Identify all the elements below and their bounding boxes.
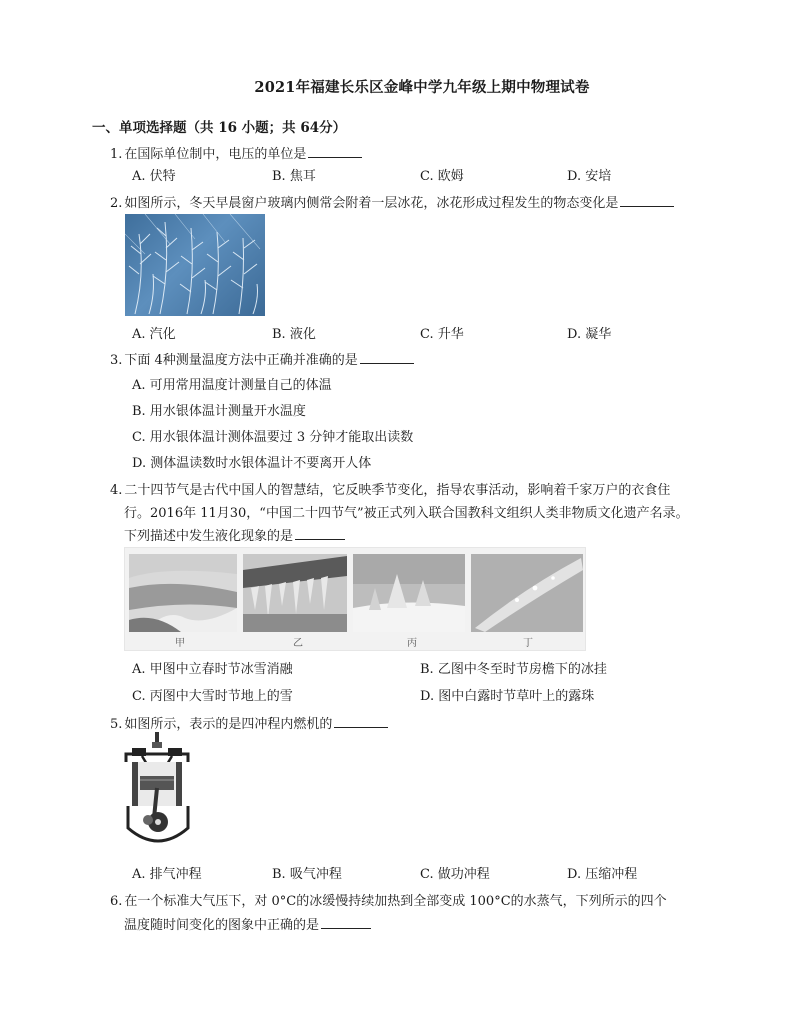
question-6 <box>110 890 667 909</box>
question-number: 6. <box>110 894 123 909</box>
question-5 <box>110 713 388 732</box>
question-text-line-2: 温度随时间变化的图象中正确的是 <box>124 918 320 933</box>
option-d: D. 图中白露时节草叶上的露珠 <box>420 689 595 704</box>
image-label-jia: 甲 <box>175 638 185 649</box>
option-a: A. 甲图中立春时节冰雪消融 <box>132 662 293 677</box>
option-c: C. 用水银体温计测体温要过 3 分钟才能取出读数 <box>132 430 414 445</box>
question-4 <box>110 479 670 498</box>
option-a: A. 伏特 <box>132 169 176 184</box>
seasonal-photos-strip <box>124 547 586 651</box>
question-text-line-1: 在一个标准大气压下，对 0°C的冰缓慢持续加热到全部变成 100°C的水蒸气，下列所示的四个 <box>124 894 667 909</box>
question-3 <box>110 349 414 368</box>
question-1 <box>110 143 362 162</box>
option-a: A. 可用常用温度计测量自己的体温 <box>132 378 332 393</box>
question-number: 4. <box>110 483 123 498</box>
option-a: A. 汽化 <box>132 327 176 342</box>
question-2 <box>110 192 674 211</box>
photo-jia <box>129 554 237 632</box>
image-label-bing: 丙 <box>407 638 417 649</box>
page-title: 2021年福建长乐区金峰中学九年级上期中物理试卷 <box>254 79 590 96</box>
question-6-line-2 <box>124 914 371 933</box>
option-b: B. 乙图中冬至时节房檐下的冰挂 <box>420 662 607 677</box>
question-text: 如图所示，表示的是四冲程内燃机的 <box>124 717 333 732</box>
question-number: 3. <box>110 353 123 368</box>
option-d: D. 凝华 <box>567 327 612 342</box>
question-text-line-2: 行。2016年 11月30，“中国二十四节气”被正式列入联合国教科文组织人类非物质文化遗产名录。 <box>124 506 689 521</box>
four-stroke-engine-icon <box>122 732 194 852</box>
question-number: 2. <box>110 196 123 211</box>
question-text: 下面 4种测量温度方法中正确并准确的是 <box>124 353 358 368</box>
frost-window-image <box>125 214 265 316</box>
question-text-line-3: 下列描述中发生液化现象的是 <box>124 529 294 544</box>
option-b: B. 焦耳 <box>272 169 316 184</box>
question-text: 如图所示，冬天早晨窗户玻璃内侧常会附着一层冰花，冰花形成过程发生的物态变化是 <box>124 196 619 211</box>
photo-ding <box>471 554 583 632</box>
answer-blank <box>308 145 362 158</box>
answer-blank <box>295 527 345 540</box>
section-heading: 一、单项选择题（共 16 小题；共 64分） <box>92 120 347 136</box>
photo-bing <box>353 554 465 632</box>
option-d: D. 安培 <box>567 169 612 184</box>
question-text: 在国际单位制中，电压的单位是 <box>124 147 307 162</box>
option-a: A. 排气冲程 <box>132 867 202 882</box>
question-number: 1. <box>110 147 123 162</box>
option-c: C. 欧姆 <box>420 169 464 184</box>
answer-blank <box>620 194 674 207</box>
option-b: B. 用水银体温计测量开水温度 <box>132 404 306 419</box>
question-4-line-3 <box>124 525 345 544</box>
option-d: D. 测体温读数时水银体温计不要离开人体 <box>132 456 372 471</box>
option-c: C. 做功冲程 <box>420 867 490 882</box>
answer-blank <box>321 916 371 929</box>
option-b: B. 液化 <box>272 327 316 342</box>
answer-blank <box>334 715 388 728</box>
option-c: C. 丙图中大雪时节地上的雪 <box>132 689 293 704</box>
engine-diagram <box>122 732 194 852</box>
question-number: 5. <box>110 717 123 732</box>
answer-blank <box>360 351 414 364</box>
question-text-line-1: 二十四节气是古代中国人的智慧结，它反映季节变化，指导农事活动，影响着千家万户的衣食住 <box>124 483 671 498</box>
photo-panels <box>125 548 587 652</box>
image-label-ding: 丁 <box>523 638 533 649</box>
image-label-yi: 乙 <box>293 638 303 649</box>
frost-pattern-icon <box>125 214 265 316</box>
option-d: D. 压缩冲程 <box>567 867 638 882</box>
option-c: C. 升华 <box>420 327 464 342</box>
photo-yi <box>243 554 347 632</box>
option-b: B. 吸气冲程 <box>272 867 342 882</box>
